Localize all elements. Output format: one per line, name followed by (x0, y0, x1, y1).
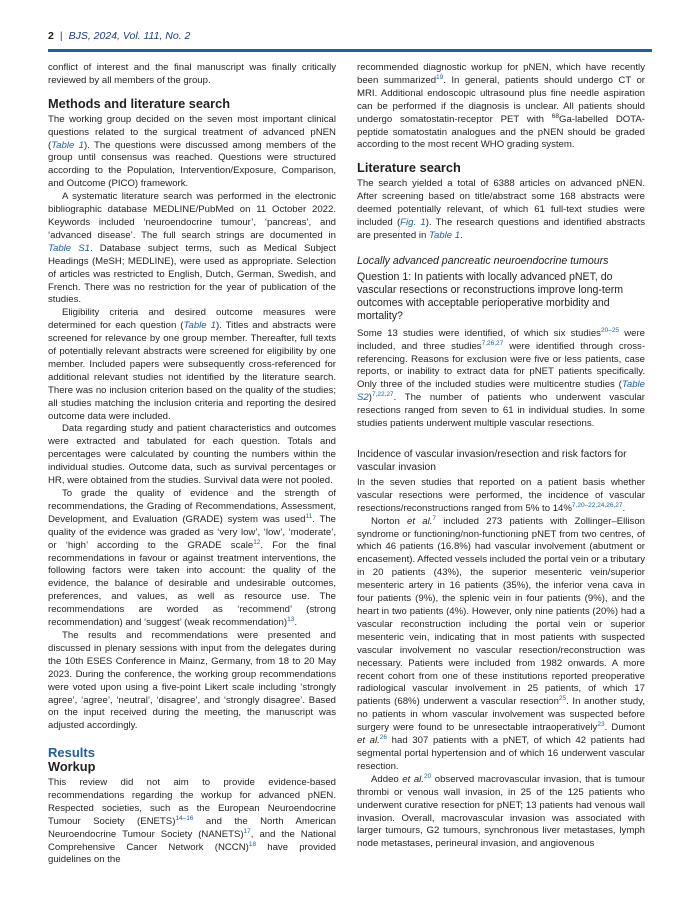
reference-link[interactable]: 19 (436, 73, 444, 81)
literature-search-heading: Literature search (357, 160, 461, 176)
reference-link[interactable]: 25 (558, 695, 567, 703)
incidence-paragraph-1: In the seven studies that reported on a patient basis whether vascular resections were performed, the incidence of vascular resections/reconstructions ranged from 5% to 14%$^{7,20-22,24,26,27}$. (357, 476, 645, 514)
reference-link[interactable]: 12 (253, 538, 261, 546)
running-header (48, 30, 652, 50)
methods-paragraph-1: The working group decided on the seven most important clinical questions related to the surgical treatment of advanced pNEN (Table 1). The questions were discussed among members of the group until consensus was reached. Questions were structured according to the Population, Intervention/Exposure, Comparison, and Outcome (PICO) framework. (48, 113, 336, 190)
page-number: 2 (48, 30, 54, 42)
reference-link[interactable]: 14–16 (175, 814, 194, 822)
question-1-paragraph: Some 13 studies were identified, of which six studies$^{20-25}$ were included, and three studies$^{7,26,27}$ were identified through cross-referencing. Reasons for exclusion were five or less patients, case reports, or inability to extract data for pNET patients specifically. Only three of the included studies were multicentre studies (Table S2)$^{7,22,27}$. The number of patients who underwent vascular resections ranged from seven to 61 in individual studies. In some studies patients underwent multiple vascular resections. (357, 326, 646, 430)
intro-paragraph: conflict of interest and the final manuscript was finally critically reviewed by all members of the group. (48, 62, 336, 86)
reference-link[interactable]: 11 (305, 512, 313, 520)
literature-search-paragraph: The search yielded a total of 6388 articles on advanced pNEN. After screening based on title/abstract some 168 abstracts were deemed potentially relevant, of which 61 full-text studies were included (Fig. 1). The research questions and identified abstracts are presented in Table 1. (357, 178, 645, 241)
locally-advanced-heading: Locally advanced pancreatic neuroendocrine tumours (357, 254, 609, 267)
reference-link[interactable]: 7,26,27 (481, 339, 504, 347)
incidence-heading: Incidence of vascular invasion/resection and risk factors for vascular invasion (357, 448, 627, 473)
reference-link[interactable]: 20 (423, 772, 432, 780)
methods-paragraph-3: Eligibility criteria and desired outcome measures were determined for each question (Table 1). Titles and abstracts were screened for relevance by one group member. Thereafter, full texts of potentially relevant abstracts were screened for eligibility by one member. Included papers were subsequently cross-referenced for additional relevant studies not identified by the literature search. There was no inclusion criterion based on the quality of the studies; all studies matching the inclusion criteria and reporting the desired outcome data were included. (48, 307, 337, 422)
right-column (357, 62, 645, 851)
workup-continued-paragraph: recommended diagnostic workup for pNEN, which have recently been summarized$^{19}$. In general, patients should undergo CT or MRI. Additional endoscopic ultrasound plus fine needle aspiration can be performed if the diagnosis is unclear. All patients should undergo somatostatin-receptor PET with $^{68}$Ga-labelled DOTA-peptide somatostatin analogues and the pNEN should be graded according to the most recent WHO grading system. (357, 62, 645, 151)
methods-paragraph-6: The results and recommendations were presented and discussed in plenary sessions with input from the delegates during the 10th ESES Conference in Mainz, Germany, from 18 to 20 May 2023. During the conference, the working group recommendations were voted upon using a five-point Likert scale including ‘strongly agree’, ‘agree’, ‘neutral’, ‘disagree’, and ‘strongly disagree’. Based on the input received during the meeting, the manuscript was adjusted accordingly. (48, 629, 336, 732)
reference-link[interactable]: 18 (248, 840, 257, 848)
figure-1-link[interactable]: Fig. 1 (400, 216, 426, 228)
table-s2-link[interactable]: Table S2 (357, 379, 645, 404)
incidence-paragraph-2: Norton et al.$^7$ included 273 patients with Zollinger–Ellison syndrome or functioning/non-functioning pNET from two centres, of which 46 patients (16.8%) had vascular involvement (abutment or encasement). Affected vessels included the portal vein or a tributary in 20 patients (43%), the superior mesenteric vein/superior mesenteric artery in 16 patients (35%), the inferior vena cava in four patients (9%), the splenic vein in four patients (9%), and the heart in two patients (4%). However, only nine patients (20%) had a vascular reconstruction including the portal vein or superior mesenteric vein, indicating that in most patients with suspected vascular involvement no vascular resection/reconstruction was necessary. Patients were included from 1982 onwards. A more recent cohort from one of these institutions reported preoperative radiological vascular involvement in 25 patients, of which 17 patients (68%) underwent a vascular resection$^{25}$. In another study, no patients in whom vascular involvement was suspected before surgery were found to be unresectable intraoperatively$^{23}$. Dumont et al.$^{26}$ had 307 patients with a pNET, of which 42 patients had segmental portal hypertension and of which 16 underwent vascular resection. (357, 514, 646, 772)
reference-link[interactable]: 20–25 (600, 326, 620, 334)
methods-paragraph-4: Data regarding study and patient characteristics and outcomes were extracted and tabulated for each question. Totals and percentages were calculated by counting the numbers within the individual studies. Outcome data, such as survival percentages or HR, were obtained from the studies. Survival data were not pooled. (48, 423, 336, 487)
reference-link[interactable]: 7 (432, 514, 437, 522)
results-heading: Results (48, 745, 95, 761)
isotope-superscript: 68 (551, 112, 559, 120)
incidence-paragraph-3: Addeo et al.$^{20}$ observed macrovascular invasion, that is tumour thrombi or venous wall invasion, in 25 of the 125 patients who underwent curative resection for pNET; 13 patients had venous wall invasion. Overall, macrovascular invasion was associated with larger tumours, G2 tumours, synchronous liver metastases, lymph node metastases, perineural invasion, and angiovenous (357, 772, 645, 850)
table-1-link[interactable]: Table 1 (429, 229, 461, 241)
journal-citation: BJS, 2024, Vol. 111, No. 2 (68, 30, 191, 42)
reference-link[interactable]: 23 (597, 720, 605, 728)
question-1-heading: Question 1: In patients with locally advanced pNET, do vascular resections or reconstructions improve long-term outcomes with acceptable perioperative morbidity and mortality? (357, 270, 624, 322)
header-separator: | (59, 30, 63, 42)
header-rule (48, 49, 652, 52)
workup-heading: Workup (48, 759, 96, 775)
methods-heading: Methods and literature search (48, 95, 231, 111)
methods-paragraph-5: To grade the quality of evidence and the strength of recommendations, the Grading of Recommendations, Assessment, Development, and Evaluation (GRADE) system was used$^{11}$. The quality of the evidence was graded as ‘very low’, ‘low’, ‘moderate’, or ‘high’ according to the GRADE scale$^{12}$. For the final recommendations in favour or against treatment interventions, the following factors were taken into account: the quality of the evidence, the balance of desirable and undesirable outcomes, preferences, and values, as well as resource use. The recommendations are worded as ‘recommend’ (strong recommendation) and ‘suggest’ (weak recommendation)$^{13}$. (48, 488, 336, 629)
methods-paragraph-2: A systematic literature search was performed in the electronic bibliographic database MEDLINE/PubMed on 11 October 2022. Keywords included ‘neuroendocrine tumour’, ‘pancreas’, and ‘advanced disease’. The full search strings are documented in Table S1. Database subject terms, such as Medical Subject Headings (MeSH; MEDLINE), were used as appropriate. Selection of articles was restricted to English, Dutch, German, Swedish, and French. There was no restriction for the year of publication of the studies. (48, 191, 336, 306)
reference-link[interactable]: 17 (243, 827, 251, 835)
reference-link[interactable]: 7,20–22,24,26,27 (571, 501, 623, 509)
reference-link[interactable]: 13 (287, 615, 295, 623)
table-1-link[interactable]: Table 1 (183, 320, 216, 332)
table-1-link[interactable]: Table 1 (51, 139, 84, 151)
reference-link[interactable]: 7,22,27 (371, 391, 394, 399)
table-s1-link[interactable]: Table S1 (48, 242, 90, 254)
left-column (48, 62, 336, 867)
reference-link[interactable]: 26 (379, 733, 388, 741)
workup-paragraph: This review did not aim to provide evidence-based recommendations regarding the workup for advanced pNEN. Respected societies, such as the European Neuroendocrine Tumour Society (ENETS)$^{14-16}$ and the North American Neuroendocrine Tumour Society (NANETS)$^{17}$, and the National Comprehensive Cancer Network (NCCN)$^{18}$ have provided guidelines on the (48, 777, 336, 866)
